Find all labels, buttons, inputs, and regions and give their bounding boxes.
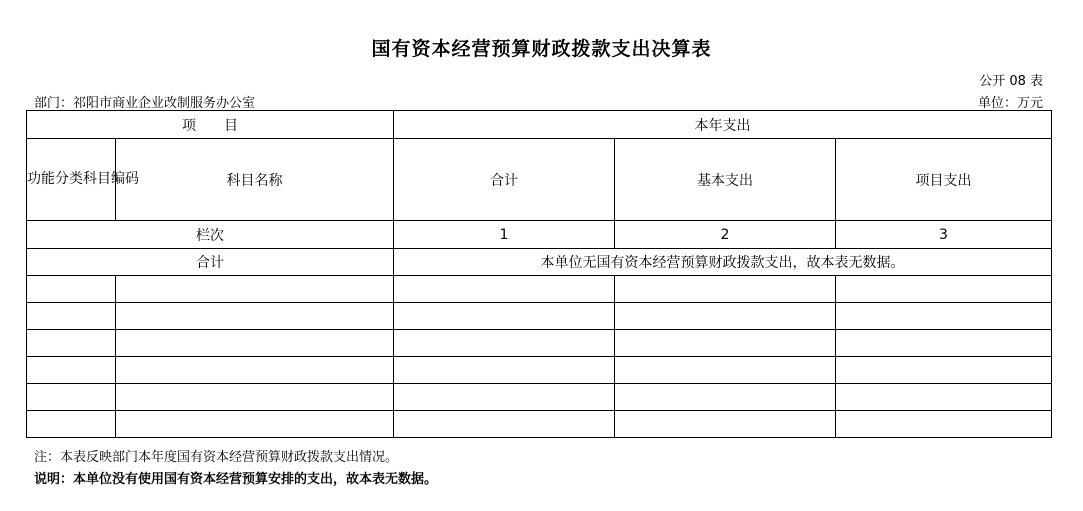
- table-row: [27, 330, 1052, 357]
- table-column-row: [27, 139, 1052, 221]
- table-row: [27, 411, 1052, 438]
- table-header-row: [27, 111, 1052, 139]
- seq-3: 3: [836, 221, 1052, 249]
- table-row: [27, 357, 1052, 384]
- unit-label: 单位：万元: [977, 96, 1043, 111]
- form-number: 公开 08 表: [979, 74, 1043, 89]
- total-label: 合计: [27, 249, 394, 276]
- no-data-message: 本单位无国有资本经营预算财政拨款支出，故本表无数据。: [394, 249, 1052, 276]
- explanation-note: 说明：本单位没有使用国有资本经营预算安排的支出，故本表无数据。: [34, 472, 438, 487]
- header-item: 项 目: [27, 111, 394, 139]
- header-year-expense: 本年支出: [394, 111, 1052, 139]
- col-name-header: 科目名称: [116, 139, 394, 221]
- table-row: [27, 384, 1052, 411]
- col-code-header: 功能分类科目编码: [27, 139, 116, 221]
- table-row: [27, 276, 1052, 303]
- seq-label: 栏次: [27, 221, 394, 249]
- expenditure-table: [26, 110, 1052, 438]
- table-seq-row: [27, 221, 1052, 249]
- col-project-header: 项目支出: [836, 139, 1052, 221]
- table-row: [27, 303, 1052, 330]
- table-total-row: [27, 249, 1052, 276]
- col-total-header: 合计: [394, 139, 615, 221]
- col-basic-header: 基本支出: [615, 139, 836, 221]
- page-title: 国有资本经营预算财政拨款支出决算表: [371, 38, 712, 60]
- seq-2: 2: [615, 221, 836, 249]
- seq-1: 1: [394, 221, 615, 249]
- footnote: 注：本表反映部门本年度国有资本经营预算财政拨款支出情况。: [34, 450, 399, 465]
- department-label: 部门：祁阳市商业企业改制服务办公室: [34, 96, 256, 111]
